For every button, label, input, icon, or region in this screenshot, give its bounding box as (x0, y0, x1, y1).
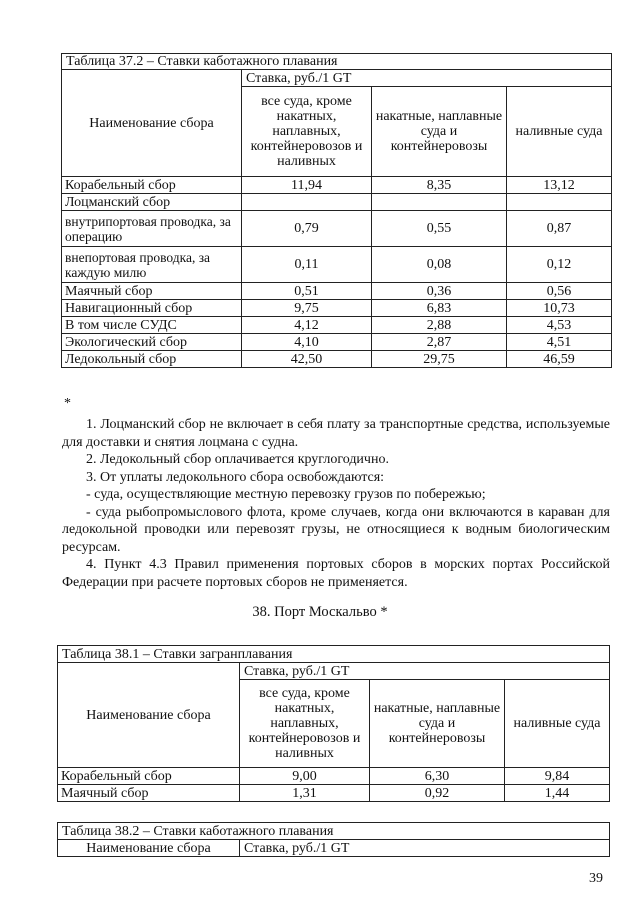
cell-value: 0,87 (507, 211, 612, 247)
table-row (62, 177, 612, 194)
row-label: Маячный сбор (62, 283, 242, 300)
row-label: внутрипортовая проводка, за операцию (62, 211, 242, 247)
column-header-name: Наименование сбора (58, 840, 240, 857)
cell-value: 0,51 (242, 283, 372, 300)
cell-value: 0,36 (372, 283, 507, 300)
table-caption: Таблица 38.2 – Ставки каботажного плавания (58, 823, 610, 840)
section-heading: 38. Порт Москальво * (252, 604, 388, 620)
cell-value: 0,79 (242, 211, 372, 247)
cell-value: 4,10 (242, 334, 372, 351)
table-row (62, 194, 612, 211)
note-dash-1: - суда, осуществляющие местную перевозку грузов по побережью; (86, 487, 486, 502)
cell-value: 1,31 (240, 785, 370, 802)
cell-value: 0,11 (242, 247, 372, 283)
cell-value: 6,83 (372, 300, 507, 317)
table-caption: Таблица 38.1 – Ставки загранплавания (58, 646, 610, 663)
cell-value: 2,88 (372, 317, 507, 334)
cell-value: 2,87 (372, 334, 507, 351)
row-label: внепортовая проводка, за каждую милю (62, 247, 242, 283)
table-row (62, 211, 612, 247)
row-label: В том числе СУДС (62, 317, 242, 334)
rate-header: Ставка, руб./1 GT (240, 840, 610, 857)
page-number: 39 (589, 871, 603, 886)
cell-value: 0,12 (507, 247, 612, 283)
row-label: Экологический сбор (62, 334, 242, 351)
column-header-tankers: наливные суда (507, 87, 612, 177)
column-header-roro: накатные, наплавные суда и контейнеровозы (370, 680, 505, 768)
note-3: 3. От уплаты ледокольного сбора освобождаются: (86, 469, 385, 485)
cell-value: 11,94 (242, 177, 372, 194)
column-header-tankers: наливные суда (505, 680, 610, 768)
cell-value (242, 194, 372, 211)
cell-value: 4,12 (242, 317, 372, 334)
rate-header: Ставка, руб./1 GT (240, 663, 610, 680)
row-label: Лоцманский сбор (62, 194, 242, 211)
cell-value: 6,30 (370, 768, 505, 785)
cell-value: 46,59 (507, 351, 612, 368)
note-1: 1. Лоцманский сбор не включает в себя плату за транспортные средства, используемые для доставки и снятия лоцмана с судна. (62, 417, 610, 450)
cell-value: 1,44 (505, 785, 610, 802)
row-label: Навигационный сбор (62, 300, 242, 317)
cell-value (507, 194, 612, 211)
cell-value: 0,56 (507, 283, 612, 300)
notes-block (62, 416, 610, 591)
cell-value: 29,75 (372, 351, 507, 368)
cell-value: 0,55 (372, 211, 507, 247)
column-header-all-ships: все суда, кроме накатных, наплавных, контейнеровозов и наливных (240, 680, 370, 768)
table-row (62, 247, 612, 283)
cell-value: 0,92 (370, 785, 505, 802)
table-37-2 (61, 53, 612, 368)
table-row (62, 300, 612, 317)
rate-header: Ставка, руб./1 GT (242, 70, 612, 87)
table-38-1 (57, 645, 610, 802)
cell-value (372, 194, 507, 211)
row-label: Ледокольный сбор (62, 351, 242, 368)
note-4: 4. Пункт 4.3 Правил применения портовых сборов в морских портах Российской Федерации при расчете портовых сборов не применяется. (62, 557, 610, 590)
cell-value: 8,35 (372, 177, 507, 194)
column-header-roro: накатные, наплавные суда и контейнеровозы (372, 87, 507, 177)
table-row (58, 768, 610, 785)
row-label: Корабельный сбор (58, 768, 240, 785)
column-header-name: Наименование сбора (62, 70, 242, 177)
cell-value: 0,08 (372, 247, 507, 283)
table-row (62, 283, 612, 300)
note-dash-2: - суда рыбопромыслового флота, кроме случаев, когда они включаются в караван для ледокольной проводки или перевозят грузы, не относящиеся к водным биологическим ресурсам. (62, 504, 610, 555)
table-38-2 (57, 822, 610, 857)
cell-value: 9,00 (240, 768, 370, 785)
table-caption: Таблица 37.2 – Ставки каботажного плавания (62, 54, 612, 70)
cell-value: 9,75 (242, 300, 372, 317)
cell-value: 4,51 (507, 334, 612, 351)
cell-value: 10,73 (507, 300, 612, 317)
row-label: Корабельный сбор (62, 177, 242, 194)
cell-value: 13,12 (507, 177, 612, 194)
note-2: 2. Ледокольный сбор оплачивается круглогодично. (86, 452, 389, 467)
column-header-name: Наименование сбора (58, 663, 240, 768)
cell-value: 9,84 (505, 768, 610, 785)
table-row (62, 317, 612, 334)
footnote-marker: * (64, 396, 71, 411)
column-header-all-ships: все суда, кроме накатных, наплавных, контейнеровозов и наливных (242, 87, 372, 177)
cell-value: 42,50 (242, 351, 372, 368)
table-row (58, 785, 610, 802)
table-row (62, 351, 612, 368)
row-label: Маячный сбор (58, 785, 240, 802)
table-row (62, 334, 612, 351)
cell-value: 4,53 (507, 317, 612, 334)
